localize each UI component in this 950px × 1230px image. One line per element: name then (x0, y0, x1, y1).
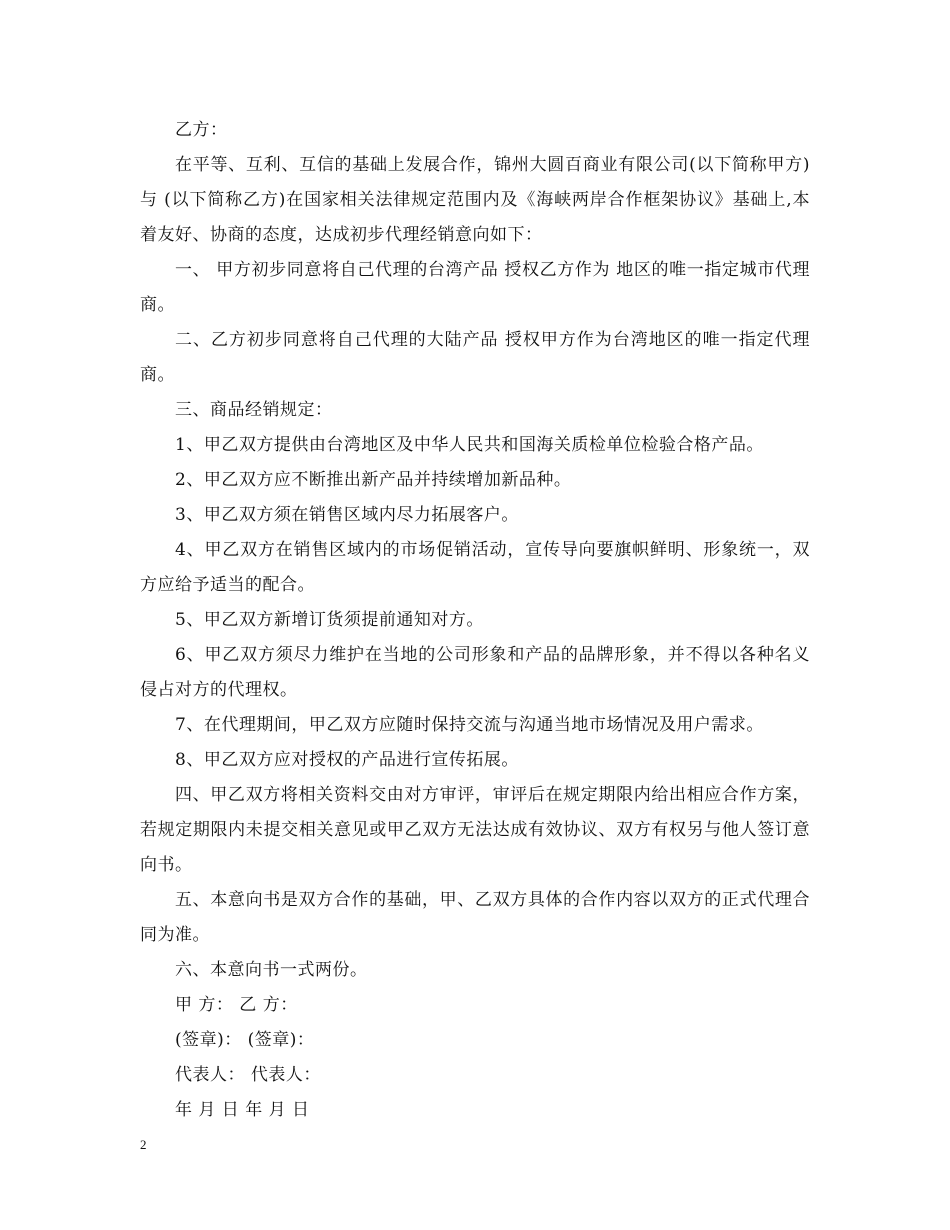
paragraph-rule-2: 2、甲乙双方应不断推出新产品并持续增加新品种。 (175, 470, 572, 490)
paragraph-clause-2: 二、乙方初步同意将自己代理的大陆产品 授权甲方作为台湾地区的唯一指定代理商。 (140, 330, 810, 385)
paragraph-rule-3: 3、甲乙双方须在销售区域内尽力拓展客户。 (175, 505, 519, 525)
paragraph-rule-7: 7、在代理期间，甲乙双方应随时保持交流与沟通当地市场情况及用户需求。 (175, 715, 764, 735)
page-number: 2 (140, 1137, 147, 1152)
paragraph-clause-3-heading: 三、商品经销规定： (175, 400, 333, 420)
paragraph-clause-6: 六、本意向书一式两份。 (175, 960, 368, 980)
paragraph-rule-5: 5、甲乙双方新增订货须提前通知对方。 (175, 610, 484, 630)
signature-representative: 代表人： 代表人： (175, 1065, 321, 1085)
paragraph-rule-4: 4、甲乙双方在销售区域内的市场促销活动，宣传导向要旗帜鲜明、形象统一，双方应给予适当的配合。 (140, 540, 810, 595)
paragraph-party-b: 乙方： (175, 120, 228, 140)
document-body (140, 113, 810, 1128)
paragraph-rule-1: 1、甲乙双方提供由台湾地区及中华人民共和国海关质检单位检验合格产品。 (175, 435, 764, 455)
paragraph-clause-5: 五、本意向书是双方合作的基础，甲、乙双方具体的合作内容以双方的正式代理合同为准。 (140, 890, 810, 945)
signature-date: 年 月 日 年 月 日 (175, 1100, 310, 1120)
paragraph-rule-8: 8、甲乙双方应对授权的产品进行宣传拓展。 (175, 750, 519, 770)
signature-parties: 甲 方： 乙 方： (175, 995, 298, 1015)
paragraph-clause-4: 四、甲乙双方将相关资料交由对方审评，审评后在规定期限内给出相应合作方案，若规定期限内未提交相关意见或甲乙双方无法达成有效协议、双方有权另与他人签订意向书。 (140, 785, 810, 875)
paragraph-preamble: 在平等、互利、互信的基础上发展合作，锦州大圆百商业有限公司(以下简称甲方)与 (以下简称乙方)在国家相关法律规定范围内及《海峡两岸合作框架协议》基础上,本着友好、协商的态度，达成初步代理经销意向如下： (140, 155, 810, 245)
signature-seal: (签章)： (签章)： (175, 1030, 315, 1050)
paragraph-clause-1: 一、 甲方初步同意将自己代理的台湾产品 授权乙方作为 地区的唯一指定城市代理商。 (140, 260, 810, 315)
paragraph-rule-6: 6、甲乙双方须尽力维护在当地的公司形象和产品的品牌形象，并不得以各种名义侵占对方的代理权。 (140, 645, 810, 700)
